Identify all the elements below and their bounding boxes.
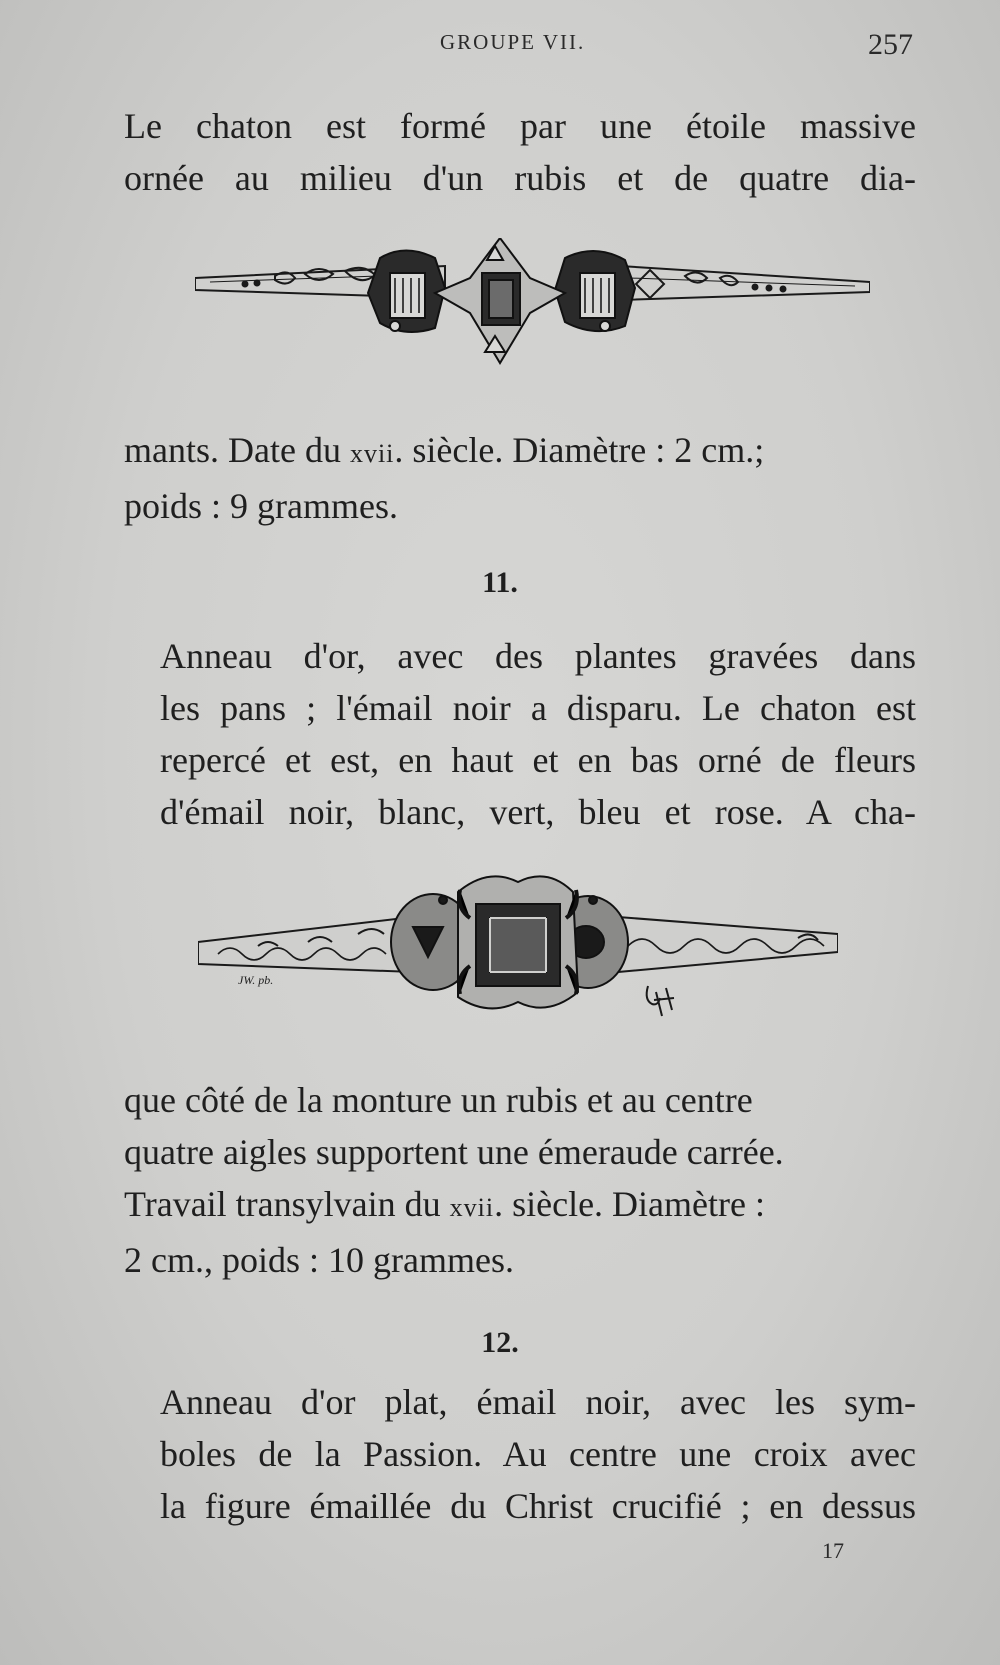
entry-10-text-top [124, 100, 916, 204]
ring-band-right [618, 917, 838, 972]
text-line: Travail transylvain du xvii. siècle. Diamètre : [124, 1184, 765, 1224]
text-line: Anneau d'or plat, émail noir, avec les sym- [160, 1382, 916, 1422]
emerald-bezel [391, 876, 628, 1008]
ring-band-left [198, 917, 413, 972]
entry-12-text [124, 1376, 916, 1532]
running-header: GROUPE VII. [440, 30, 586, 54]
star-bezel [368, 238, 635, 363]
text-line: Anneau d'or, avec des plantes gravées dans [160, 636, 916, 676]
signature-mark: 17 [822, 1538, 844, 1563]
text-line: boles de la Passion. Au centre une croix avec [160, 1434, 916, 1474]
monogram-signature [640, 982, 680, 1018]
ring-band-right [620, 266, 870, 300]
text-line: que côté de la monture un rubis et au centre [124, 1080, 753, 1120]
page-number: 257 [868, 28, 913, 61]
text-line: poids : 9 grammes. [124, 486, 398, 526]
text-line: ornée au milieu d'un rubis et de quatre dia- [124, 158, 916, 198]
ring-illustration-star [195, 238, 870, 368]
text-line: Le chaton est formé par une étoile massive [124, 106, 916, 146]
entry-10-text-bottom [124, 424, 916, 532]
text-line: 2 cm., poids : 10 grammes. [124, 1240, 514, 1280]
text-line: la figure émaillée du Christ crucifié ; en dessus [160, 1486, 916, 1526]
text-line: les pans ; l'émail noir a disparu. Le chaton est [160, 688, 916, 728]
text-line: mants. Date du xvii. siècle. Diamètre : 2 cm.; [124, 430, 765, 470]
entry-11-text-continued [124, 1074, 916, 1286]
entry-number-12: 12. [481, 1326, 519, 1359]
text-line: repercé et est, en haut et en bas orné de fleurs [160, 740, 916, 780]
engraver-signature: JW. pb. [238, 973, 274, 987]
century-numeral: xvii [349, 439, 395, 468]
ring-illustration-emerald [198, 872, 838, 1012]
entry-number-11: 11. [482, 566, 518, 599]
text-line: d'émail noir, blanc, vert, bleu et rose. A cha- [160, 792, 916, 832]
century-numeral: xvii [449, 1193, 495, 1222]
text-line: quatre aigles supportent une émeraude carrée. [124, 1132, 784, 1172]
entry-11-text [124, 630, 916, 838]
